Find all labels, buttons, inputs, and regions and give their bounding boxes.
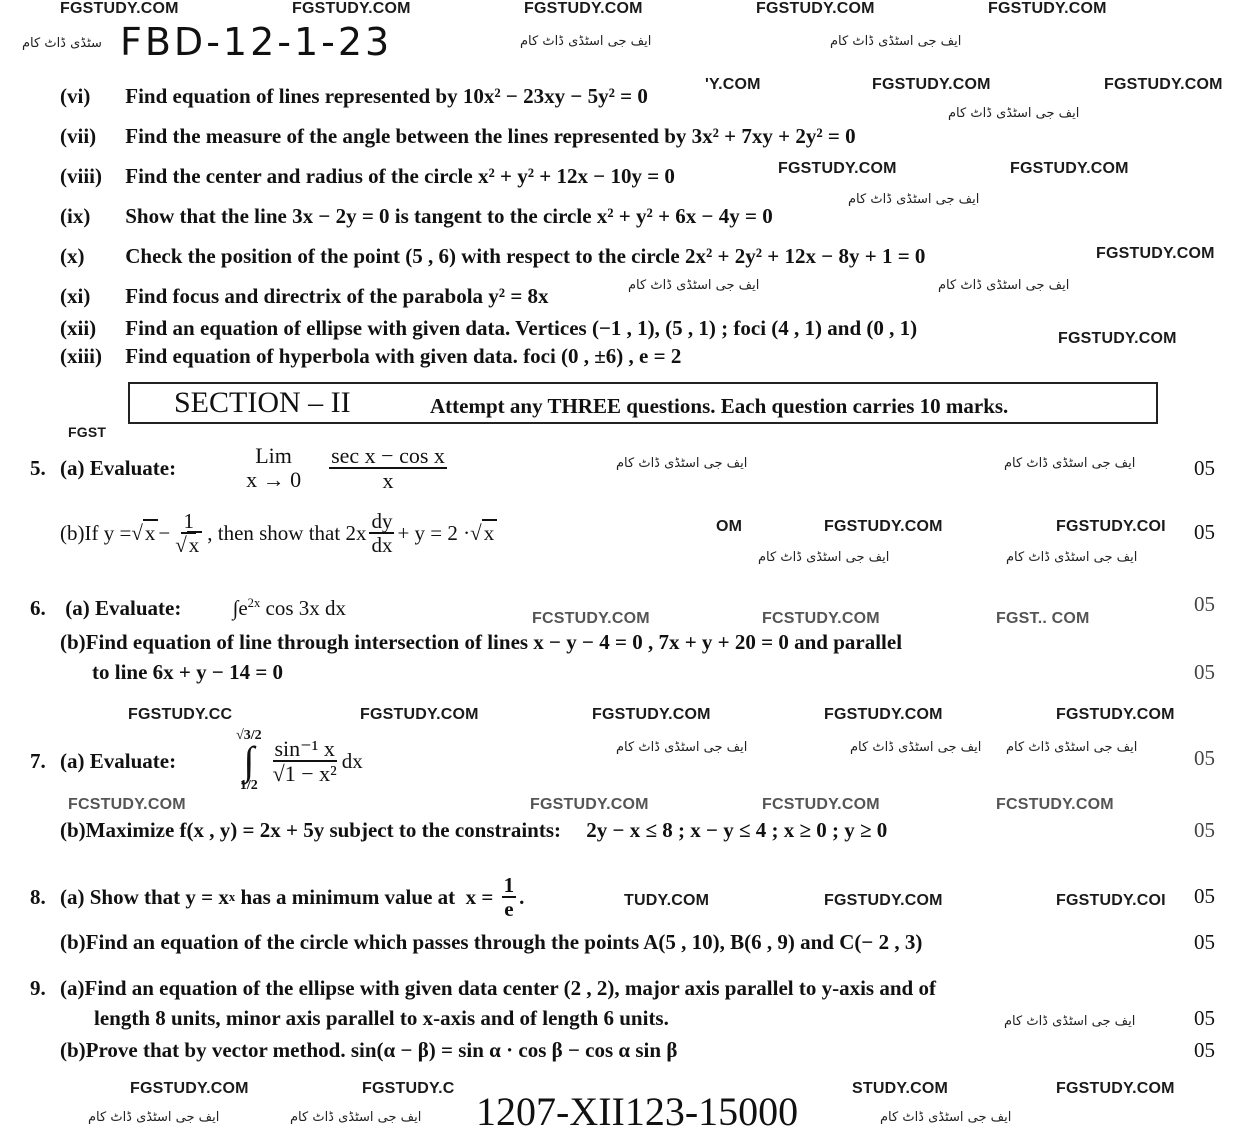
watermark: FGSTUDY.COM bbox=[1104, 76, 1223, 93]
watermark: FGSTUDY.COM bbox=[988, 0, 1107, 17]
fraction bbox=[329, 444, 447, 492]
question-number: 9. bbox=[30, 976, 46, 1000]
urdu-watermark: ایف جی اسٹڈی ڈاٹ کام bbox=[938, 278, 1070, 293]
paper-code: 1207-XII123-15000 bbox=[476, 1089, 799, 1134]
watermark: FGSTUDY.COM bbox=[360, 706, 479, 723]
watermark: 'Y.COM bbox=[705, 76, 761, 93]
watermark: FGSTUDY.COM bbox=[292, 0, 411, 17]
expression: + y = 2 · bbox=[397, 520, 471, 545]
handwritten-board-date-code: FBD-12-1-23 bbox=[120, 20, 393, 64]
question-9b: (b)Prove that by vector method. sin(α − β) = sin α · cos β − cos α sin β bbox=[60, 1038, 678, 1062]
watermark: FGSTUDY.COM bbox=[592, 706, 711, 723]
question-text: Find the measure of the angle between the lines represented by bbox=[125, 124, 687, 148]
integrand: cos 3x dx bbox=[260, 596, 346, 620]
expression: y = bbox=[103, 520, 132, 545]
short-question-xi bbox=[60, 284, 549, 309]
watermark: FGSTUDY.COM bbox=[756, 0, 875, 17]
question-number: (viii) bbox=[60, 164, 102, 188]
marks: 05 bbox=[1194, 884, 1215, 908]
question-number: 6. bbox=[30, 596, 46, 620]
question-number: (xi) bbox=[60, 284, 91, 308]
marks: 05 bbox=[1194, 592, 1215, 616]
urdu-watermark: سٹڈی ڈاٹ کام bbox=[22, 36, 102, 51]
constraints: 2y − x ≤ 8 ; x − y ≤ 4 ; x ≥ 0 ; y ≥ 0 bbox=[586, 818, 888, 842]
denominator: e bbox=[504, 897, 514, 921]
marks: 05 bbox=[1194, 520, 1215, 544]
watermark: OM bbox=[716, 518, 743, 535]
question-text: (a) Show that y = x bbox=[60, 884, 229, 909]
urdu-watermark: ایف جی اسٹڈی ڈاٹ کام bbox=[830, 34, 962, 49]
question-number: (vi) bbox=[60, 84, 91, 108]
urdu-watermark: ایف جی اسٹڈی ڈاٹ کام bbox=[88, 1110, 220, 1125]
short-question-vii bbox=[60, 124, 856, 149]
radicand: x bbox=[143, 519, 159, 545]
section-instruction: Attempt any THREE questions. Each question carries 10 marks. bbox=[430, 394, 1009, 418]
question-text: (a) Evaluate: bbox=[65, 596, 182, 620]
question-text: Check the position of the point (5 , 6) with respect to the circle bbox=[125, 244, 680, 268]
short-question-x bbox=[60, 244, 925, 269]
question-text: , then show that 2x bbox=[207, 520, 367, 545]
fraction bbox=[502, 874, 517, 920]
watermark: FGSTUDY.C bbox=[362, 1080, 455, 1097]
watermark: FGSTUDY.COM bbox=[1056, 1080, 1175, 1097]
urdu-watermark: ایف جی اسٹڈی ڈاٹ کام bbox=[848, 192, 980, 207]
watermark: FGSTUDY.COM bbox=[1056, 706, 1175, 723]
numerator: sin⁻¹ x bbox=[274, 735, 335, 761]
marks: 05 bbox=[1194, 1006, 1215, 1030]
limit-label: Lim bbox=[255, 443, 292, 468]
differential: dx bbox=[341, 748, 363, 773]
exponent: 2x bbox=[247, 596, 261, 610]
watermark: FCSTUDY.COM bbox=[762, 796, 880, 813]
question-text: (b)If bbox=[60, 520, 99, 545]
operator: − bbox=[158, 520, 171, 545]
watermark: FGSTUDY.COM bbox=[824, 518, 943, 535]
watermark: FGSTUDY.COM bbox=[1096, 245, 1215, 262]
urdu-watermark: ایف جی اسٹڈی ڈاٹ کام bbox=[616, 740, 748, 755]
question-8a: 8. (a) Show that y = x x has a minimum value at x = $\frac{1}{e}$ . bbox=[30, 872, 525, 921]
urdu-watermark: ایف جی اسٹڈی ڈاٹ کام bbox=[616, 456, 748, 471]
short-question-ix bbox=[60, 204, 773, 229]
derivative bbox=[369, 510, 394, 556]
question-number: (xii) bbox=[60, 316, 97, 340]
marks: 05 bbox=[1194, 818, 1215, 842]
watermark: FCSTUDY.COM bbox=[532, 610, 650, 627]
short-question-xiii bbox=[60, 344, 681, 369]
section-header-box bbox=[128, 382, 1158, 424]
marks: 05 bbox=[1194, 746, 1215, 770]
urdu-watermark: ایف جی اسٹڈی ڈاٹ کام bbox=[1006, 550, 1138, 565]
question-text: (a) Evaluate: bbox=[60, 455, 177, 480]
short-question-viii bbox=[60, 164, 675, 189]
watermark: FGSTUDY.COM bbox=[778, 160, 897, 177]
limit-approach: x → 0 bbox=[246, 467, 302, 493]
watermark: FGST.. COM bbox=[996, 610, 1090, 627]
numerator: 1 bbox=[183, 509, 194, 533]
question-6b: (b)Find equation of line through intersection of lines x − y − 4 = 0 , 7x + y + 20 = 0 and parallel bbox=[60, 630, 903, 654]
watermark: TUDY.COM bbox=[624, 892, 710, 909]
question-number: 7. bbox=[30, 748, 46, 773]
marks: 05 bbox=[1194, 930, 1215, 954]
question-text: Find focus and directrix of the parabola bbox=[125, 284, 484, 308]
numerator: sec x − cos x bbox=[331, 443, 445, 469]
question-9a bbox=[30, 976, 936, 1001]
urdu-watermark: ایف جی اسٹڈی ڈاٹ کام bbox=[290, 1110, 422, 1125]
numerator: 1 bbox=[503, 872, 515, 897]
section-title: SECTION – II bbox=[174, 386, 351, 419]
watermark: FGSTUDY.COM bbox=[524, 0, 643, 17]
question-text: Find equation of hyperbola with given data. foci (0 , ±6) , e = 2 bbox=[125, 344, 682, 368]
radicand: x bbox=[482, 519, 498, 545]
marks: 05 bbox=[1194, 660, 1215, 684]
urdu-watermark: ایف جی اسٹڈی ڈاٹ کام bbox=[948, 106, 1080, 121]
question-5a bbox=[30, 444, 450, 492]
denominator: x bbox=[382, 468, 394, 494]
question-expression: x² + y² + 12x − 10y = 0 bbox=[477, 164, 675, 188]
question-expression: 10x² − 23xy − 5y² = 0 bbox=[462, 84, 648, 108]
numerator: dy bbox=[371, 509, 393, 533]
question-text: has a minimum value at x = bbox=[235, 884, 499, 909]
question-number: (x) bbox=[60, 244, 85, 268]
question-6b-continued: to line 6x + y − 14 = 0 bbox=[92, 660, 284, 684]
urdu-watermark: ایف جی اسٹڈی ڈاٹ کام bbox=[520, 34, 652, 49]
watermark: FGSTUDY.COI bbox=[1056, 518, 1166, 535]
question-5b bbox=[60, 510, 497, 556]
square-root: √x bbox=[470, 521, 497, 546]
urdu-watermark: ایف جی اسٹڈی ڈاٹ کام bbox=[1006, 740, 1138, 755]
question-expression: 3x² + 7xy + 2y² = 0 bbox=[691, 124, 856, 148]
watermark: FGST bbox=[68, 424, 107, 440]
watermark: FGSTUDY.COM bbox=[130, 1080, 249, 1097]
question-number: (ix) bbox=[60, 204, 91, 228]
question-expression: y² = 8x bbox=[488, 284, 549, 308]
marks: 05 bbox=[1194, 456, 1215, 480]
short-question-vi bbox=[60, 84, 648, 109]
urdu-watermark: ایف جی اسٹڈی ڈاٹ کام bbox=[628, 278, 760, 293]
square-root: √x bbox=[131, 521, 158, 546]
urdu-watermark: ایف جی اسٹڈی ڈاٹ کام bbox=[1004, 456, 1136, 471]
watermark: FGSTUDY.COI bbox=[1056, 892, 1166, 909]
integral-sign-icon: ∫ bbox=[243, 738, 255, 783]
watermark: FGSTUDY.COM bbox=[60, 0, 179, 17]
watermark: FGSTUDY.COM bbox=[1058, 330, 1177, 347]
question-text: Find the center and radius of the circle bbox=[125, 164, 473, 188]
question-expression: x² + y² + 6x − 4y = 0 bbox=[596, 204, 773, 228]
integrand: ∫e bbox=[232, 596, 248, 620]
limit-expression bbox=[246, 444, 301, 492]
radicand: x bbox=[187, 531, 203, 557]
watermark: FCSTUDY.COM bbox=[996, 796, 1114, 813]
question-number: 8. bbox=[30, 884, 46, 909]
fraction bbox=[271, 737, 339, 785]
marks: 05 bbox=[1194, 1038, 1215, 1062]
watermark: FCSTUDY.COM bbox=[68, 796, 186, 813]
watermark: FGSTUDY.COM bbox=[1010, 160, 1129, 177]
urdu-watermark: ایف جی اسٹڈی ڈاٹ کام bbox=[758, 550, 890, 565]
question-number: (vii) bbox=[60, 124, 97, 148]
question-text: Find an equation of ellipse with given data. Vertices (−1 , 1), (5 , 1) ; foci (4 , 1) and (0 , 1) bbox=[125, 316, 918, 340]
lower-limit: 1/2 bbox=[239, 778, 258, 793]
question-text: (a) Evaluate: bbox=[60, 748, 177, 773]
short-question-xii bbox=[60, 316, 917, 341]
question-number: 5. bbox=[30, 455, 46, 480]
integral-expression bbox=[233, 596, 346, 620]
watermark: FGSTUDY.COM bbox=[824, 706, 943, 723]
question-text: (a)Find an equation of the ellipse with given data center (2 , 2), major axis parallel to y-axis and of bbox=[60, 976, 936, 1000]
question-9a-continued: length 8 units, minor axis parallel to x-axis and of length 6 units. bbox=[94, 1006, 669, 1030]
urdu-watermark: ایف جی اسٹڈی ڈاٹ کام bbox=[850, 740, 982, 755]
fraction: $\frac{1}{√x}$ bbox=[173, 510, 204, 556]
watermark: FGSTUDY.COM bbox=[824, 892, 943, 909]
upper-limit: √3/2 bbox=[236, 728, 262, 743]
question-6a bbox=[30, 596, 346, 621]
watermark: STUDY.COM bbox=[852, 1080, 949, 1097]
urdu-watermark: ایف جی اسٹڈی ڈاٹ کام bbox=[1004, 1014, 1136, 1029]
question-text: Show that the line 3x − 2y = 0 is tangent to the circle bbox=[125, 204, 592, 228]
question-8b: (b)Find an equation of the circle which passes through the points A(5 , 10), B(6 , 9) and C(− 2 , 3) bbox=[60, 930, 923, 954]
question-text: (b)Maximize f(x , y) = 2x + 5y subject to the constraints: bbox=[60, 818, 562, 842]
definite-integral bbox=[236, 729, 262, 793]
denominator: √1 − x² bbox=[272, 761, 337, 786]
question-text: Find equation of lines represented by bbox=[125, 84, 458, 108]
watermark: FGSTUDY.COM bbox=[872, 76, 991, 93]
urdu-watermark: ایف جی اسٹڈی ڈاٹ کام bbox=[880, 1110, 1012, 1125]
question-expression: 2x² + 2y² + 12x − 8y + 1 = 0 bbox=[685, 244, 926, 268]
watermark: FGSTUDY.CC bbox=[128, 706, 233, 723]
watermark: FGSTUDY.COM bbox=[530, 796, 649, 813]
denominator: dx bbox=[371, 533, 393, 558]
watermark: FCSTUDY.COM bbox=[762, 610, 880, 627]
question-7b bbox=[60, 818, 887, 843]
question-number: (xiii) bbox=[60, 344, 102, 368]
